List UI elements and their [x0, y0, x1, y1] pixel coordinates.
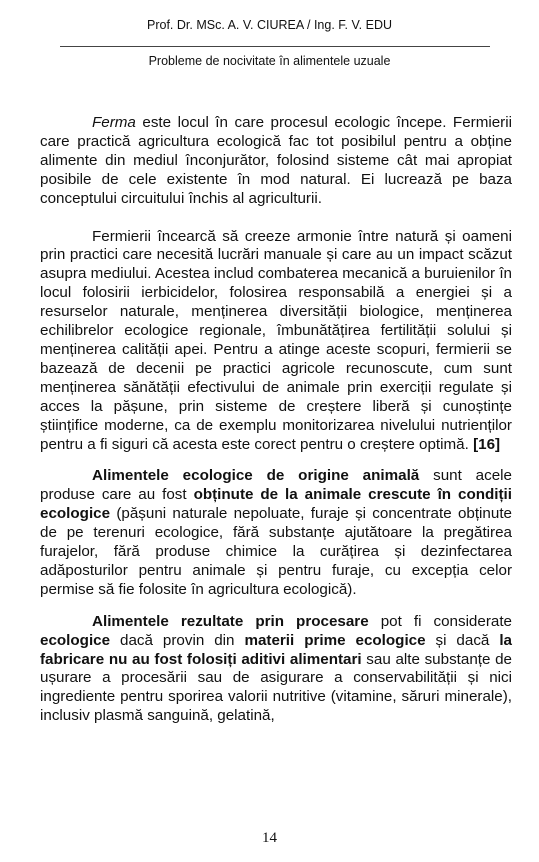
body-text	[40, 114, 512, 726]
bold-term: materii prime ecologice	[244, 631, 426, 649]
paragraph-text: dacă provin din	[110, 631, 245, 649]
bold-term: la fabricare nu au fost folosiți aditivi alimentari	[40, 631, 512, 668]
paragraph-origine-animala	[40, 467, 512, 599]
paragraph-text: este locul în care procesul ecologic începe. Fermierii care practică agricultura ecologică fac tot posibilul pentru a obține alimente din mediul înconjurător, folosind sisteme cât mai apropiat posibile de cele existente în mod natural. Ei lucrează pe baza conceptului circuitului închis al agriculturii.	[40, 114, 512, 207]
paragraph-text: și dacă	[425, 631, 500, 649]
bold-term: ecologice	[40, 631, 111, 649]
paragraph-text: Fermierii încearcă să creeze armonie între natură și oameni prin practici care necesită lucrări manuale și care au un impact scăzut asupra mediului. Acestea includ combaterea mecanică a buruienilor în locul folosirii ierbicidelor, folosirea responsabilă a energiei și a resurselor naturale, menținerea diversității biologice, menținerea echilibrelor ecologice regionale, îmbunătățirea fertilității solului și menținerea calității apei. Pentru a atinge aceste scopuri, fermierii se bazează de decenii pe practici agricole recunoscute, cum sunt menținerea sănătății efectivului de animale prin exerciții regulate și acces la pășune, prin sisteme de creștere liberă și cunoștințe științifice moderne, ca de exemplu monitorizarea nivelului nutrienților pentru a fi siguri că acesta este corect pentru o creștere optimă.	[40, 227, 512, 453]
paragraph-text: (pășuni naturale nepoluate, furaje și concentrate obținute de pe terenuri ecologice, fără substanțe ajutătoare la pregătirea furajelor, fără produse chimice la curățirea și dezinfectarea adăposturilor pentru animale și pentru furaje, cu excepția celor permise să fie folosite în agricultura ecologică).	[40, 505, 512, 598]
paragraph-ferma	[40, 114, 512, 209]
citation-reference: [16]	[473, 435, 501, 453]
page-number: 14	[262, 830, 277, 846]
paragraph-fermierii	[40, 228, 512, 455]
paragraph-text: pot fi considerate	[368, 612, 513, 630]
paragraph-text: sunt acele produse care au fost	[40, 467, 512, 504]
bold-term: obținute de la animale crescute în condiții ecologice	[40, 486, 512, 523]
bold-term: Alimentele ecologice de origine animală	[92, 467, 420, 485]
paragraph-text: sau alte substanțe de ușurare a procesării sau de asigurare a conservabilității și nici ingrediente pentru sporirea valorii nutritive (vitamine, săruri minerale), inclusiv plasmă sanguină, gelatină,	[40, 650, 512, 725]
running-header-title: Probleme de nocivitate în alimentele uzuale	[148, 54, 391, 68]
bold-term: Alimentele rezultate prin procesare	[92, 612, 369, 630]
header-divider	[60, 46, 490, 47]
running-header-authors: Prof. Dr. MSc. A. V. CIUREA / Ing. F. V. EDU	[147, 18, 392, 32]
paragraph-procesare	[40, 613, 512, 726]
italic-term: Ferma	[92, 114, 136, 131]
